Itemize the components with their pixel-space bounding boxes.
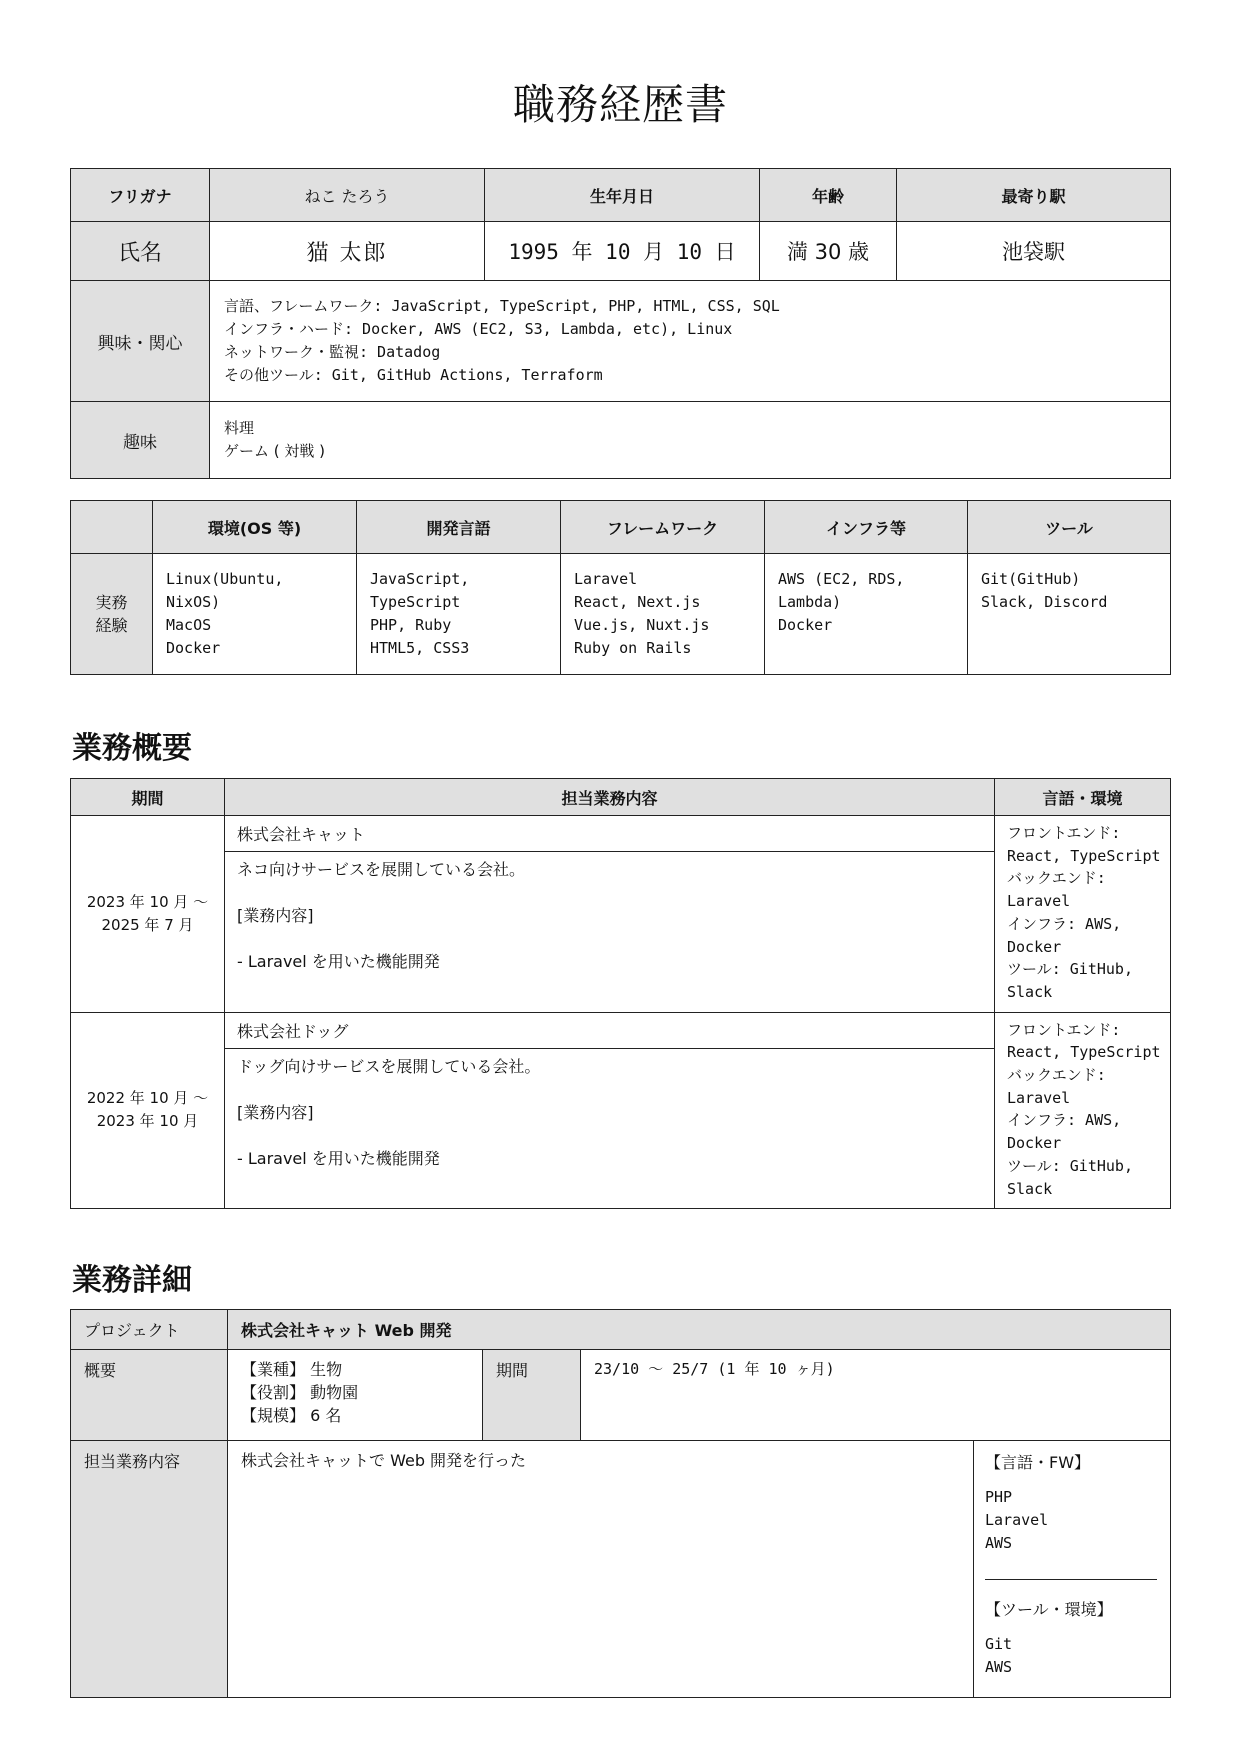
summary-desc: ドッグ向けサービスを展開している会社。 [業務内容] - Laravel を用いた機能開発 xyxy=(225,1048,995,1208)
profile-table xyxy=(70,168,1171,479)
summary-company: 株式会社ドッグ xyxy=(225,1012,995,1048)
skills-header-env: 環境(OS 等) xyxy=(153,501,357,554)
age-value: 満 30 歳 xyxy=(760,222,897,281)
skills-header-tools: ツール xyxy=(968,501,1171,554)
summary-heading: 業務概要 xyxy=(72,731,192,766)
fw-list: PHP Laravel AWS xyxy=(985,1488,1049,1552)
summary-header-env: 言語・環境 xyxy=(995,779,1171,816)
furigana-value: ねこ たろう xyxy=(210,169,485,222)
name-value: 猫 太郎 xyxy=(210,222,485,281)
detail-table xyxy=(70,1309,1171,1698)
table-row xyxy=(71,1012,1171,1048)
birth-value: 1995 年 10 月 10 日 xyxy=(485,222,760,281)
fw-title: 【言語・FW】 xyxy=(985,1453,1091,1472)
summary-env: フロントエンド: React, TypeScript バックエンド: Laravel インフラ: AWS, Docker ツール: GitHub, Slack xyxy=(995,1012,1171,1209)
table-row xyxy=(71,816,1171,852)
period-value: 23/10 〜 25/7 (1 年 10 ヶ月) xyxy=(581,1350,1171,1441)
summary-company: 株式会社キャット xyxy=(225,816,995,852)
summary-env: フロントエンド: React, TypeScript バックエンド: Laravel インフラ: AWS, Docker ツール: GitHub, Slack xyxy=(995,816,1171,1013)
summary-header-work: 担当業務内容 xyxy=(225,779,995,816)
summary-period: 2023 年 10 月 〜 2025 年 7 月 xyxy=(71,816,225,1013)
furigana-label: フリガナ xyxy=(71,169,210,222)
tools-list: Git AWS xyxy=(985,1635,1013,1676)
summary-header-period: 期間 xyxy=(71,779,225,816)
skills-cell-env: Linux(Ubuntu, NixOS) MacOS Docker xyxy=(153,554,357,675)
skills-header-fw: フレームワーク xyxy=(561,501,765,554)
work-label: 担当業務内容 xyxy=(71,1441,228,1698)
overview-label: 概要 xyxy=(71,1350,228,1441)
project-label: プロジェクト xyxy=(71,1310,228,1350)
hobby-label: 趣味 xyxy=(71,402,210,479)
name-label: 氏名 xyxy=(71,222,210,281)
skills-corner xyxy=(71,501,153,554)
project-value: 株式会社キャット Web 開発 xyxy=(228,1310,1171,1350)
skills-cell-lang: JavaScript, TypeScript PHP, Ruby HTML5, CSS3 xyxy=(357,554,561,675)
summary-period: 2022 年 10 月 〜 2023 年 10 月 xyxy=(71,1012,225,1209)
skills-cell-tools: Git(GitHub) Slack, Discord xyxy=(968,554,1171,675)
period-label: 期間 xyxy=(483,1350,581,1441)
fw-divider xyxy=(985,1579,1157,1580)
interests-text: 言語、フレームワーク: JavaScript, TypeScript, PHP, HTML, CSS, SQL インフラ・ハード: Docker, AWS (EC2, S3, Lambda, etc), Linux ネットワーク・監視: Datadog その他ツール: Git, GitHub Actions, Terraform xyxy=(210,281,1171,402)
skills-cell-fw: Laravel React, Next.js Vue.js, Nuxt.js Ruby on Rails xyxy=(561,554,765,675)
skills-header-infra: インフラ等 xyxy=(765,501,968,554)
tools-title: 【ツール・環境】 xyxy=(985,1600,1113,1619)
interest-label: 興味・関心 xyxy=(71,281,210,402)
hobbies-text: 料理 ゲーム ( 対戦 ) xyxy=(210,402,1171,479)
work-value: 株式会社キャットで Web 開発を行った xyxy=(228,1441,974,1698)
overview-value: 【業種】 生物 【役割】 動物園 【規模】 6 名 xyxy=(228,1350,483,1441)
fw-box xyxy=(974,1441,1171,1698)
skills-header-lang: 開発言語 xyxy=(357,501,561,554)
page-title: 職務経歴書 xyxy=(512,80,728,129)
age-label: 年齢 xyxy=(760,169,897,222)
skills-side-label: 実務 経験 xyxy=(71,554,153,675)
skills-table xyxy=(70,500,1171,675)
detail-heading: 業務詳細 xyxy=(72,1263,192,1298)
birth-label: 生年月日 xyxy=(485,169,760,222)
summary-table xyxy=(70,778,1171,1209)
station-label: 最寄り駅 xyxy=(897,169,1171,222)
skills-cell-infra: AWS (EC2, RDS, Lambda) Docker xyxy=(765,554,968,675)
summary-desc: ネコ向けサービスを展開している会社。 [業務内容] - Laravel を用いた機能開発 xyxy=(225,852,995,1012)
station-value: 池袋駅 xyxy=(897,222,1171,281)
